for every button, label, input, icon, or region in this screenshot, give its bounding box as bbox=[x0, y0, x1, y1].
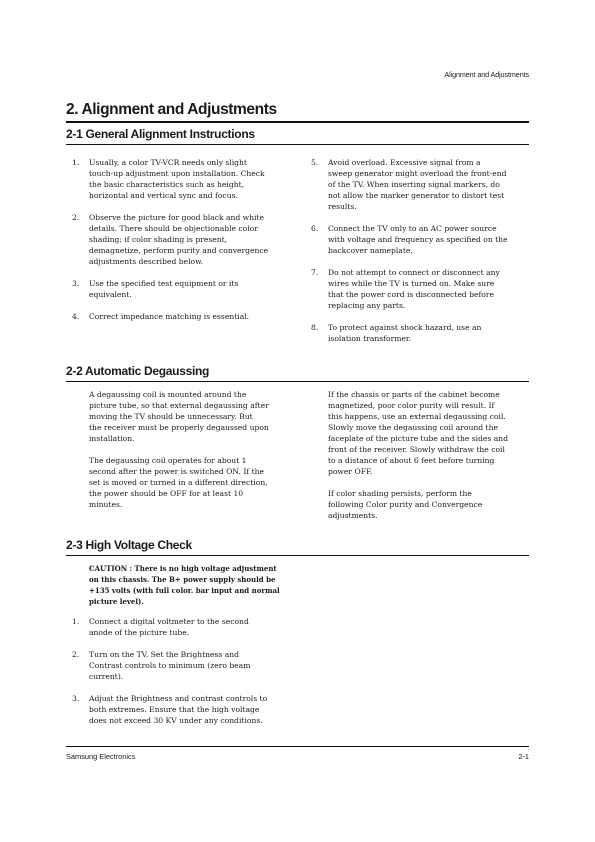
s1-right-column bbox=[311, 157, 536, 344]
footer-rule bbox=[66, 746, 529, 747]
s2-right-column bbox=[328, 389, 543, 521]
s3-steps bbox=[72, 616, 302, 726]
section-heading-2-1: 2-1 General Alignment Instructions bbox=[66, 127, 255, 141]
s1-left-column bbox=[72, 157, 297, 322]
page-number: 2-1 bbox=[518, 752, 529, 761]
section-rule-2-3 bbox=[66, 555, 529, 556]
section-rule-2-2 bbox=[66, 381, 529, 382]
list-item: 1. Connect a digital voltmeter to the second anode of the picture tube. bbox=[72, 617, 249, 637]
footer-company: Samsung Electronics bbox=[66, 752, 136, 761]
list-item: 8. To protect against shock hazard, use an isolation transformer. bbox=[311, 323, 482, 343]
paragraph: If the chassis or parts of the cabinet become magnetized, poor color purity will result. If this happens, use an external degaussing coil. Slowly move the degaussing coil around the faceplate of the picture tube and the sides and front of the receiver. Slowly withdraw the coil to a distance of about 6 feet before turning power OFF. bbox=[328, 390, 509, 476]
list-item: 7. Do not attempt to connect or disconnect any wires while the TV is turned on. Make sure that the power cord is disconnected before replacing any parts. bbox=[311, 268, 500, 310]
paragraph: The degaussing coil operates for about 1 second after the power is switched ON. If the set is moved or turned in a different direction, the power should be OFF for at least 10 minutes. bbox=[89, 456, 268, 509]
paragraph: A degaussing coil is mounted around the picture tube, so that external degaussing after moving the TV should be unnecessary. But the receiver must be properly degaussed upon installation. bbox=[89, 390, 269, 443]
list-item: 3. Use the specified test equipment or its equivalent. bbox=[72, 279, 239, 299]
page-title: 2. Alignment and Adjustments bbox=[66, 101, 277, 118]
section-heading-2-2: 2-2 Automatic Degaussing bbox=[66, 364, 210, 378]
title-rule bbox=[66, 121, 529, 123]
list-item: 6. Connect the TV only to an AC power source with voltage and frequency as specified on the backcover nameplate. bbox=[311, 224, 508, 255]
list-item: 5. Avoid overload. Excessive signal from a sweep generator might overload the front-end of the TV. When inserting signal markers, do not allow the marker generator to distort test results. bbox=[311, 158, 507, 211]
list-item: 1. Usually, a color TV-VCR needs only slight touch-up adjustment upon installation. Check the basic characteristics such as height, horizontal and vertical sync and focus. bbox=[72, 158, 265, 200]
running-header: Alignment and Adjustments bbox=[444, 70, 529, 79]
list-item: 2. Turn on the TV. Set the Brightness and Contrast controls to minimum (zero beam current). bbox=[72, 650, 251, 681]
list-item: 4. Correct impedance matching is essential. bbox=[72, 312, 250, 321]
section-rule-2-1 bbox=[66, 144, 529, 145]
section-heading-2-3: 2-3 High Voltage Check bbox=[66, 538, 192, 552]
list-item: 3. Adjust the Brightness and contrast controls to both extremes. Ensure that the high voltage does not exceed 30 KV under any conditions. bbox=[72, 694, 268, 725]
list-item: 2. Observe the picture for good black and white details. There should be objectionable color shading; if color shading is present, demagnetize, perform purity and convergence adjustments described below. bbox=[72, 213, 269, 266]
caution-note: CAUTION : There is no high voltage adjustment on this chassis. The B+ power supply should be +135 volts (with full color. bar input and normal picture level). bbox=[89, 564, 280, 606]
s2-left-column bbox=[89, 389, 304, 510]
paragraph: If color shading persists, perform the following Color purity and Convergence adjustments. bbox=[328, 489, 483, 520]
